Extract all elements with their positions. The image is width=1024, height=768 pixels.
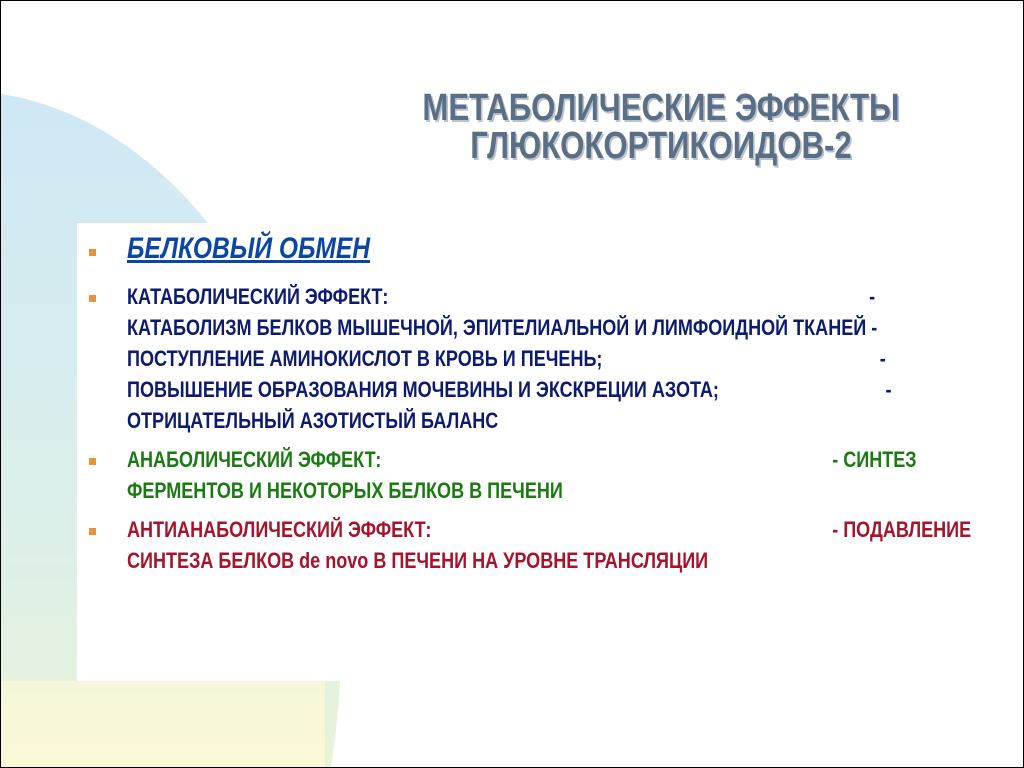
anabolic-line-1 <box>127 475 947 506</box>
title-line-1: МЕТАБОЛИЧЕСКИЕ ЭФФЕКТЫ <box>422 87 900 129</box>
catabolic-text-2: ПОСТУПЛЕНИЕ АМИНОКИСЛОТ В КРОВЬ И ПЕЧЕНЬ; <box>127 346 603 371</box>
bullet-list <box>87 227 987 576</box>
catabolic-text-3: ПОВЫШЕНИЕ ОБРАЗОВАНИЯ МОЧЕВИНЫ И ЭКСКРЕЦИИ АЗОТА; <box>127 377 719 402</box>
antianabolic-text-1: СИНТЕЗА БЕЛКОВ de novo В ПЕЧЕНИ НА УРОВНЕ ТРАНСЛЯЦИИ <box>127 548 709 573</box>
antianabolic-label: АНТИАНАБОЛИЧЕСКИЙ ЭФФЕКТ: <box>127 517 432 542</box>
antianabolic-line-1 <box>127 545 947 576</box>
antianabolic-label-line <box>127 514 972 545</box>
section-heading: БЕЛКОВЫЙ ОБМЕН <box>127 232 371 265</box>
anabolic-label-line <box>127 444 947 475</box>
square-bullet-icon <box>89 528 96 535</box>
square-bullet-icon <box>89 249 96 256</box>
list-item-catabolic <box>87 281 987 436</box>
catabolic-line-3 <box>127 374 947 405</box>
square-bullet-icon <box>89 295 96 302</box>
anabolic-label: АНАБОЛИЧЕСКИЙ ЭФФЕКТ: <box>127 447 382 472</box>
background-corner <box>1 681 325 768</box>
list-item-protein-metabolism <box>87 227 987 273</box>
catabolic-tail-3: - <box>885 377 892 402</box>
catabolic-label-tail: - <box>869 284 876 309</box>
square-bullet-icon <box>89 458 96 465</box>
catabolic-label-line <box>127 281 947 312</box>
catabolic-line-2 <box>127 343 947 374</box>
catabolic-label: КАТАБОЛИЧЕСКИЙ ЭФФЕКТ: <box>127 284 389 309</box>
slide-title <box>390 89 931 165</box>
catabolic-line-1 <box>127 312 947 343</box>
antianabolic-label-tail: - ПОДАВЛЕНИЕ <box>832 517 972 542</box>
anabolic-text-1: ФЕРМЕНТОВ И НЕКОТОРЫХ БЕЛКОВ В ПЕЧЕНИ <box>127 478 563 503</box>
list-item-antianabolic <box>87 514 987 576</box>
catabolic-text-4: ОТРИЦАТЕЛЬНЫЙ АЗОТИСТЫЙ БАЛАНС <box>127 408 499 433</box>
list-item-anabolic <box>87 444 987 506</box>
catabolic-line-4 <box>127 405 947 436</box>
catabolic-tail-2: - <box>879 346 886 371</box>
title-line-2: ГЛЮКОКОРТИКОИДОВ-2 <box>470 125 852 167</box>
anabolic-label-tail: - СИНТЕЗ <box>832 447 917 472</box>
catabolic-text-1: КАТАБОЛИЗМ БЕЛКОВ МЫШЕЧНОЙ, ЭПИТЕЛИАЛЬНОЙ И ЛИМФОИДНОЙ ТКАНЕЙ - <box>127 315 878 340</box>
